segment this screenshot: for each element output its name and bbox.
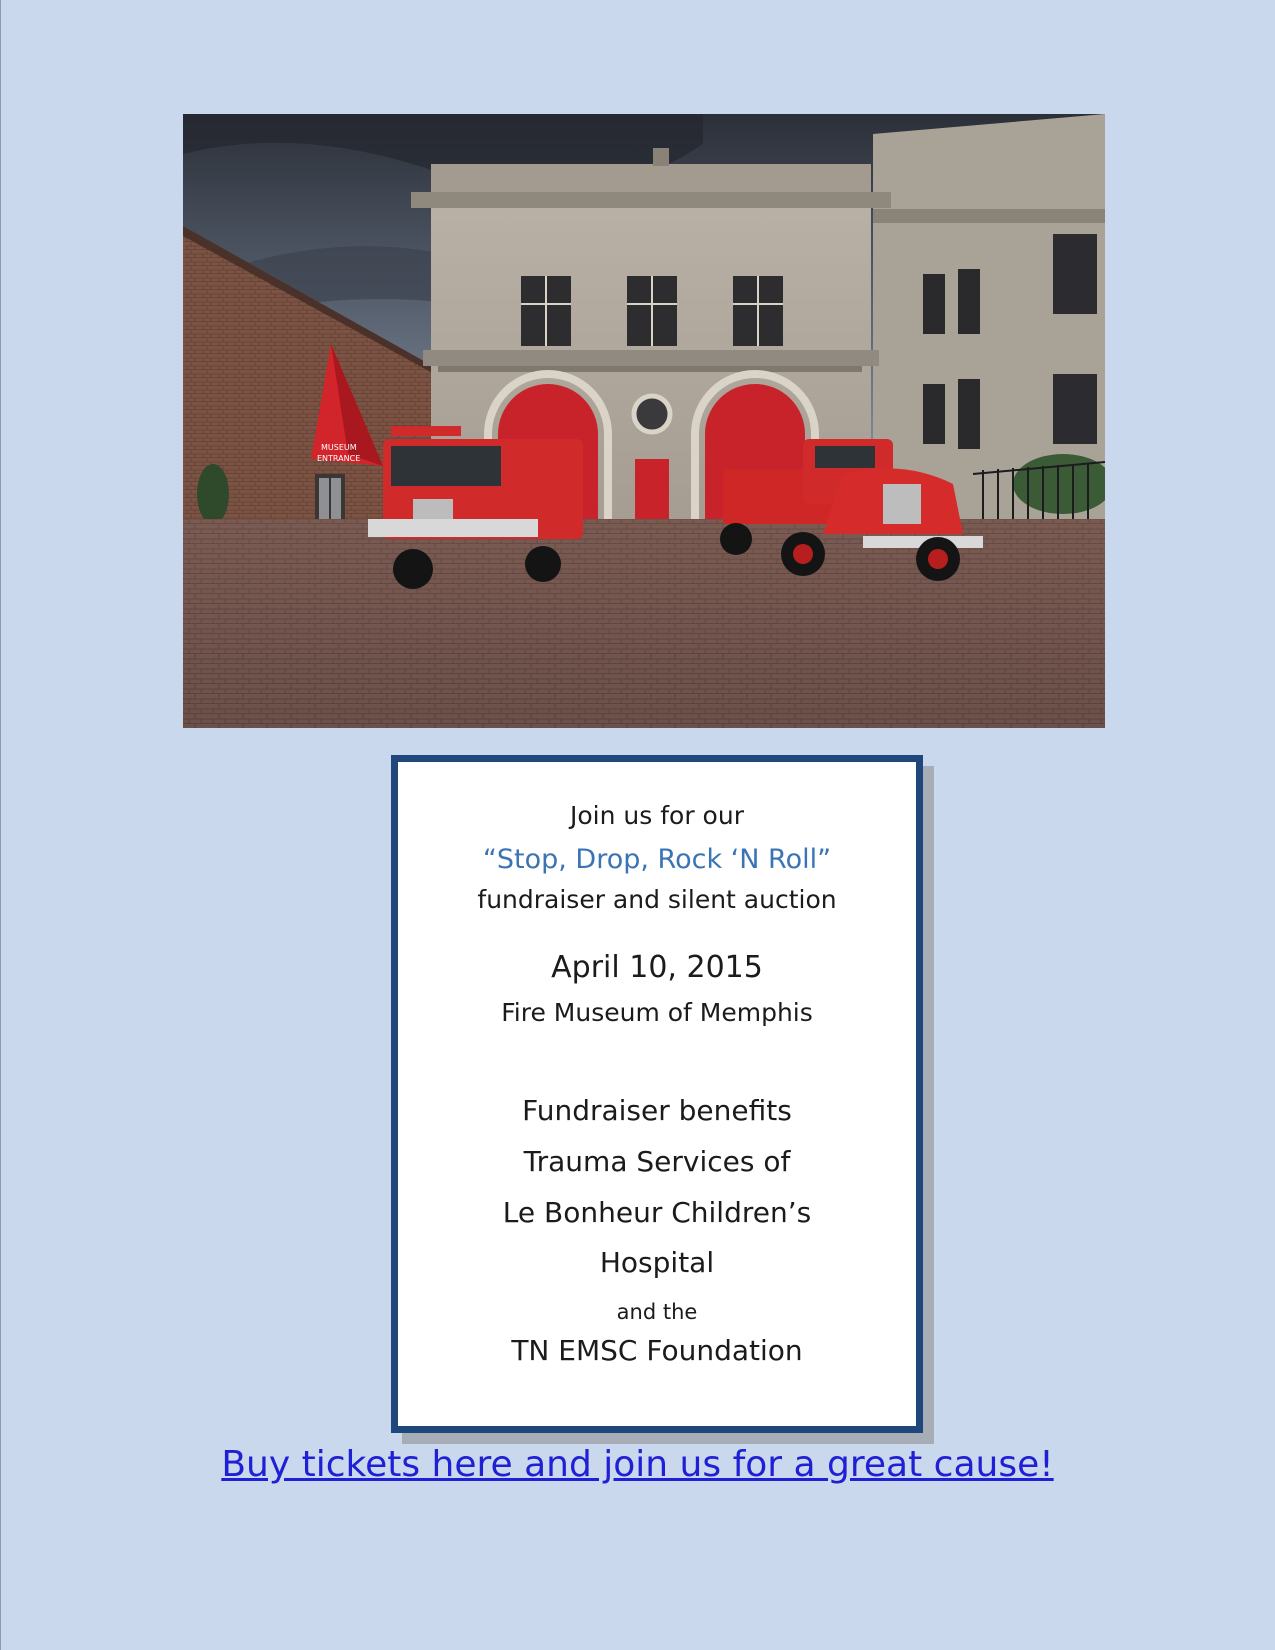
event-subtitle: fundraiser and silent auction	[477, 885, 837, 914]
benefit-line-1: Fundraiser benefits	[522, 1094, 792, 1127]
sign-text-entrance: ENTRANCE	[317, 454, 361, 463]
cta-container	[0, 1444, 1275, 1485]
and-the-text: and the	[616, 1300, 698, 1324]
sign-text-museum: MUSEUM	[321, 443, 357, 452]
buy-tickets-link[interactable]: Buy tickets here and join us for a great cause!	[221, 1444, 1054, 1485]
page-edge	[0, 0, 1, 1650]
fire-museum-photo	[183, 114, 1105, 728]
benefit-line-4: Hospital	[599, 1246, 715, 1279]
event-date: April 10, 2015	[551, 950, 763, 985]
event-venue: Fire Museum of Memphis	[501, 998, 813, 1027]
intro-text: Join us for our	[570, 801, 744, 830]
fire-museum-illustration	[183, 114, 1105, 728]
foundation-name: TN EMSC Foundation	[511, 1334, 803, 1367]
event-title: “Stop, Drop, Rock ‘N Roll”	[482, 844, 832, 875]
event-info-card	[391, 755, 923, 1433]
benefit-line-2: Trauma Services of	[523, 1145, 791, 1178]
benefit-line-3: Le Bonheur Children’s	[502, 1196, 812, 1229]
